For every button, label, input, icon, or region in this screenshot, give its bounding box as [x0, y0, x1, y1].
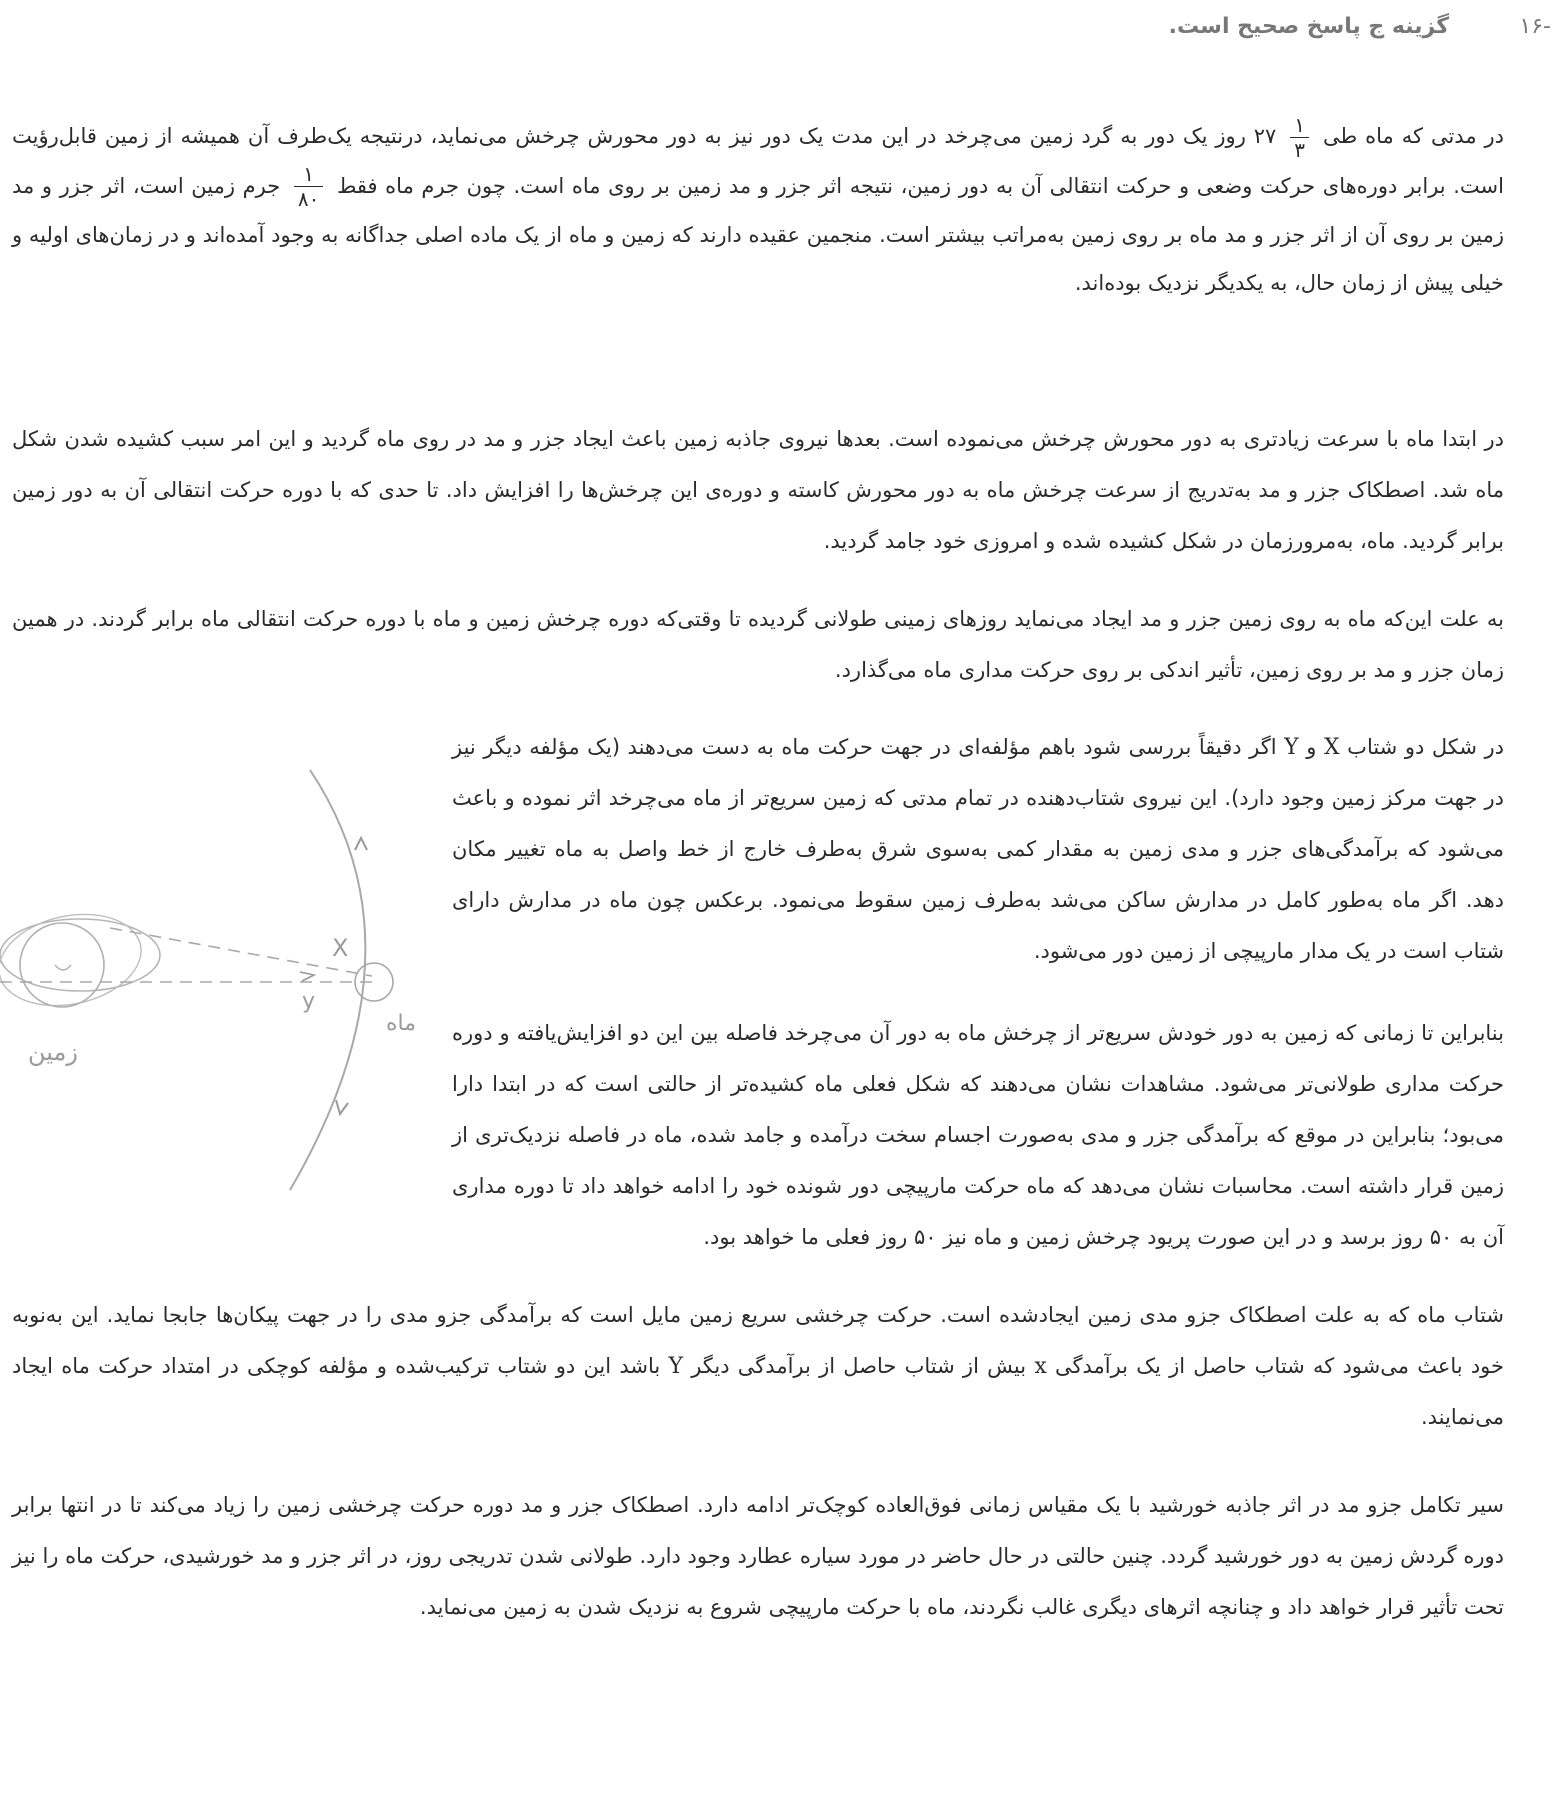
- paragraph-4: [452, 722, 1504, 977]
- p6-text-b: بیش از شتاب حاصل از برآمدگی دیگر: [691, 1354, 1027, 1378]
- paragraph-5: بنابراین تا زمانی که زمین به دور خودش سریع‌تر از چرخش ماه به دور آن می‌چرخد فاصله بین این دو افزایش‌یافته و دوره حرکت مداری طولانی‌تر می‌شود. مشاهدات نشان می‌دهند که شکل فعلی ماه کشیده‌تر از حالتی است که در ابتدا دارا می‌بود؛ بنابراین در موقع که برآمدگی جزر و مدی به‌صورت اجسام سخت درآمده و جامد شده، ماه در فاصله نزدیک‌تری از زمین قرار داشته است. محاسبات نشان می‌دهد که ماه حرکت مارپیچی دور شونده خود را ادامه خواهد داد تا دوره مداری آن به ۵۰ روز برسد و در این صورت پریود چرخش زمین و ماه نیز ۵۰ روز فعلی ما خواهد بود.: [452, 1021, 1504, 1249]
- p1-text-c: جرم زمین است، اثر جزر و مد زمین بر روی آن از اثر جزر و مد ماه بر روی زمین به‌مراتب بیشتر است. منجمین عقیده دارند که زمین و ماه از یک ماده اصلی جداگانه به وجود آمده‌اند و در زمان‌های اولیه و خیلی پیش از زمان حال، به یکدیگر نزدیک بوده‌اند.: [12, 173, 1504, 295]
- p6-text-c: باشد این دو شتاب ترکیب‌شده و مؤلفه کوچکی در امتداد حرکت ماه ایجاد می‌نمایند.: [12, 1354, 1504, 1429]
- figure-label-earth: زمین: [28, 1038, 78, 1066]
- figure-label-y: y: [302, 989, 316, 1014]
- fraction-numerator: ۱: [294, 162, 323, 187]
- earth-circle: [20, 923, 104, 1007]
- fraction-numerator: ۱: [1290, 113, 1309, 138]
- p1-text-b: ۲۷ روز یک دور به گرد زمین می‌چرخد در این مدت یک دور نیز به دور محورش چرخش می‌نماید، درنتیجه یک‌طرف آن همیشه از زمین قابل‌رؤیت است. برابر دوره‌های حرکت وضعی و حرکت انتقالی آن به دور زمین، نتیجه اثر جزر و مد زمین بر روی ماه است. چون جرم ماه فقط: [12, 124, 1504, 198]
- fraction-denominator: ۳: [1294, 137, 1306, 162]
- question-number: -۱۶: [1519, 14, 1551, 39]
- answer-title: گزینه ج پاسخ صحیح است.: [1168, 14, 1449, 39]
- earth-center-mark: [55, 965, 71, 970]
- paragraph-3: به علت این‌که ماه به روی زمین جزر و مد ایجاد می‌نماید روزهای زمینی طولانی گردیده تا وقتی‌که دوره چرخش زمین و ماه با دوره حرکت انتقالی ماه برابر گردند. در همین زمان جزر و مد بر روی زمین، تأثیر اندکی بر روی حرکت مداری ماه می‌گذارد.: [12, 607, 1504, 682]
- paragraph-6: [12, 1290, 1504, 1443]
- p1-text-a: در مدتی که ماه طی: [1323, 124, 1505, 148]
- tidal-bulge-ellipse: [0, 919, 160, 991]
- p6-text-a: شتاب ماه که به علت اصطکاک جزو مدی زمین ایجادشده است. حرکت چرخشی سریع زمین مایل است که برآمدگی جزو مدی را در جهت پیکان‌ها جابجا نماید. این به‌نوبه خود باعث می‌شود که شتاب حاصل از یک برآمدگی: [12, 1303, 1505, 1378]
- figure-label-x: X: [332, 934, 349, 962]
- earth-moon-tidal-figure: [0, 760, 440, 1220]
- symbol-y: Y: [668, 1354, 683, 1379]
- paragraph-1: [12, 112, 1504, 307]
- orbit-arrow-down: [336, 1100, 348, 1114]
- moon-orbit-arc: [290, 770, 365, 1190]
- acceleration-arrow: [300, 972, 314, 981]
- fraction-one-eightieth: [294, 162, 323, 211]
- question-header: [0, 14, 1565, 54]
- paragraph-7: سیر تکامل جزو مد در اثر جاذبه خورشید با یک مقیاس زمانی فوق‌العاده کوچک‌تر ادامه دارد. اصطکاک جزر و مد دوره حرکت چرخشی زمین را زیاد می‌کند تا در انتها برابر دوره گردش زمین به دور خورشید گردد. چنین حالتی در حال حاضر در مورد سیاره عطارد وجود دارد. طولانی شدن تدریجی روز، در اثر جزر و مد خورشیدی، حرکت ماه را نیز تحت تأثیر قرار خواهد داد و چنانچه اثرهای دیگری غالب نگردند، ماه با حرکت مارپیچی شروع به نزدیک شدن به زمین می‌نماید.: [12, 1493, 1504, 1619]
- fraction-denominator: ۸۰: [297, 187, 320, 211]
- p4-text-c: اگر دقیقاً بررسی شود باهم مؤلفه‌ای در جهت حرکت ماه به دست می‌دهند (یک مؤلفه دیگر نیز در جهت مرکز زمین وجود دارد). این نیروی شتاب‌دهنده در تمام مدتی که زمین سریع‌تر از ماه می‌چرخد اثر نموده و باعث می‌شود که برآمدگی‌های جزر و مدی زمین به مقدار کمی به‌سوی شرق به‌طرف خارج از خط واصل به ماه تغییر مکان دهد. اگر ماه به‌طور کامل در مدارش ساکن می‌شد به‌طرف زمین سقوط می‌نمود. برعکس چون ماه در مدارش دارای شتاب است در یک مدار مارپیچی از زمین دور می‌شود.: [452, 735, 1504, 963]
- p4-text-a: در شکل دو شتاب: [1347, 735, 1505, 759]
- figure-label-moon: ماه: [386, 1011, 417, 1036]
- p4-text-b: و: [1306, 735, 1317, 759]
- orbit-arrow-up: [355, 838, 367, 850]
- paragraph-2: در ابتدا ماه با سرعت زیادتری به دور محورش چرخش می‌نموده است. بعدها نیروی جاذبه زمین باعث ایجاد جزر و مد در روی ماه گردید و این امر سبب کشیده شدن شکل ماه شد. اصطکاک جزر و مد به‌تدریج از سرعت چرخش ماه به دور محورش کاسته و دوره‌ی این چرخش‌ها را افزایش داد. تا حدی که با دوره حرکت انتقالی آن به دور زمین برابر گردید. ماه، به‌مرورزمان در شکل کشیده شده و امروزی خود جامد گردید.: [12, 427, 1504, 553]
- fraction-one-third: [1290, 113, 1309, 162]
- symbol-y: Y: [1284, 735, 1299, 760]
- symbol-x: X: [1323, 735, 1340, 760]
- symbol-x-lower: x: [1034, 1354, 1047, 1379]
